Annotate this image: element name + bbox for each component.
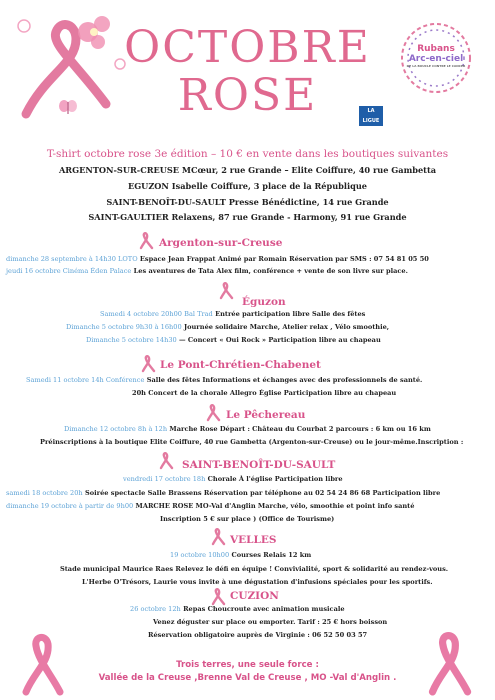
event-text: Repas Choucroute avec animation musicale: [180, 605, 345, 613]
event-line: [160, 515, 334, 523]
tshirt-headline: T-shirt octobre rose 3e édition – 10 € en vente dans les boutiques suivantes: [46, 148, 449, 160]
event-line: [6, 255, 429, 263]
event-date: Samedi 4 octobre 20h00 Bal Trad: [100, 310, 213, 318]
footer-line1: Trois terres, une seule force :: [176, 660, 319, 670]
event-text: Réservation obligatoire auprès de Virginie : 06 52 50 03 57: [148, 631, 368, 639]
event-line: [123, 475, 343, 483]
ribbon-icon: [210, 588, 226, 606]
event-line: [132, 389, 396, 397]
event-date: 26 octobre 12h: [130, 605, 181, 613]
event-line: [82, 578, 433, 586]
ribbon-icon: [210, 528, 226, 546]
event-text: Stade municipal Maurice Raes Relevez le défi en équipe ! Convivialité, sport & solidarité au rendez-vous.: [60, 565, 449, 573]
event-line: [60, 565, 448, 573]
event-text: Entrée participation libre Salle des fêtes: [212, 310, 366, 318]
event-line: [40, 438, 463, 446]
section-title-velles: VELLES: [230, 534, 277, 546]
section-title-cuzion: CUZION: [230, 590, 279, 602]
section-title-saint-benoit: SAINT-BENOÎT-DU-SAULT: [182, 459, 336, 471]
event-line: [64, 425, 431, 433]
ribbon-icon: [158, 452, 174, 470]
event-line: [170, 551, 311, 559]
event-text: Les aventures de Tata Alex film, conférence + vente de son livre sur place.: [131, 267, 408, 275]
ribbon-icon: [218, 282, 234, 300]
event-text: Chorale À l'église Participation libre: [205, 475, 343, 483]
shop-line: SAINT-GAULTIER Relaxens, 87 rue Grande - Harmony, 91 rue Grande: [88, 212, 407, 222]
shop-line: SAINT-BENOÎT-DU-SAULT Presse Bénédictine, 14 rue Grande: [106, 197, 389, 207]
event-text: Courses Relais 12 km: [229, 551, 312, 559]
section-title-eguzon: Éguzon: [242, 296, 286, 308]
event-date: dimanche 19 octobre à partir de 9h00: [6, 502, 134, 510]
event-line: [6, 502, 414, 510]
event-text: Venez déguster sur place ou emporter. Tarif : 25 € hors boisson: [153, 618, 388, 626]
event-line: [6, 267, 408, 275]
event-line: [153, 618, 387, 626]
event-date: dimanche 28 septembre à 14h30 LOTO: [6, 255, 138, 263]
event-text: Salle des fêtes Informations et échanges avec des professionnels de santé.: [144, 376, 423, 384]
ribbon-icon: [138, 232, 154, 250]
section-title-pont-chretien: Le Pont-Chrétien-Chabenet: [160, 359, 321, 371]
event-text: Inscription 5 € sur place ) (Office de Tourisme): [160, 515, 335, 523]
la-ligue-text: LA LIGUE: [362, 108, 380, 124]
event-line: [100, 310, 365, 318]
page-title-line1: OCTOBRE: [124, 22, 371, 73]
event-line: [66, 323, 389, 331]
event-date: Dimanche 5 octobre 14h30: [86, 336, 177, 344]
shop-line: ARGENTON-SUR-CREUSE MCœur, 2 rue Grande – Elite Coiffure, 40 rue Gambetta: [58, 165, 437, 175]
event-date: Dimanche 5 octobre 9h30 à 16h00: [66, 323, 182, 331]
event-date: 19 octobre 10h00: [170, 551, 230, 559]
event-line: [26, 376, 422, 384]
event-text: 20h Concert de la chorale Allegro Église Participation libre au chapeau: [132, 389, 397, 397]
event-date: vendredi 17 octobre 18h: [123, 475, 206, 483]
event-text: Espace Jean Frappat Animé par Romain Réservation par SMS : 07 54 81 05 50: [137, 255, 429, 263]
event-text: Marche Rose Départ : Château du Courbat 2 parcours : 6 km ou 16 km: [167, 425, 431, 433]
event-text: L'Herbe O'Trésors, Laurie vous invite à une dégustation d'infusions spéciales pour les sportifs.: [82, 578, 433, 586]
rubans-caption: DE LA BOUCLE CONTRE LE CANCER: [406, 64, 466, 68]
event-date: samedi 18 octobre 20h: [6, 489, 83, 497]
event-date: Dimanche 12 octobre 8h à 12h: [64, 425, 168, 433]
event-date: Samedi 11 octobre 14h Conférence: [26, 376, 145, 384]
event-line: [6, 489, 440, 497]
section-title-pechereau: Le Pêchereau: [226, 409, 306, 421]
footer-line2: Vallée de la Creuse ,Brenne Val de Creuse , MO -Val d'Anglin .: [98, 673, 397, 683]
event-text: MARCHE ROSE MO-Val d'Anglin Marche, vélo, smoothie et point info santé: [133, 502, 415, 510]
event-date: jeudi 16 octobre Cinéma Éden Palace: [6, 267, 132, 275]
rubans-line2: Arc-en-ciel: [408, 54, 464, 64]
event-text: Soirée spectacle Salle Brassens Réservation par téléphone au 02 54 24 86 68 Participation libre: [82, 489, 441, 497]
ribbon-icon: [140, 355, 156, 373]
event-line: [86, 336, 381, 344]
event-line: [148, 631, 367, 639]
shop-line: EGUZON Isabelle Coiffure, 3 place de la République: [127, 181, 368, 191]
event-text: Journée solidaire Marche, Atelier relax , Vélo smoothie,: [181, 323, 390, 331]
event-text: Préinscriptions à la boutique Elite Coiffure, 40 rue Gambetta (Argenton-sur-Creuse) ou le jour-même.Inscription :: [40, 438, 464, 446]
ribbon-icon: [205, 404, 221, 422]
event-line: [130, 605, 345, 613]
page-title-line2: ROSE: [177, 70, 318, 121]
rubans-line1: Rubans: [417, 44, 455, 54]
event-text: — Concert « Oui Rock » Participation libre au chapeau: [176, 336, 381, 344]
section-title-argenton: Argenton-sur-Creuse: [159, 237, 283, 249]
